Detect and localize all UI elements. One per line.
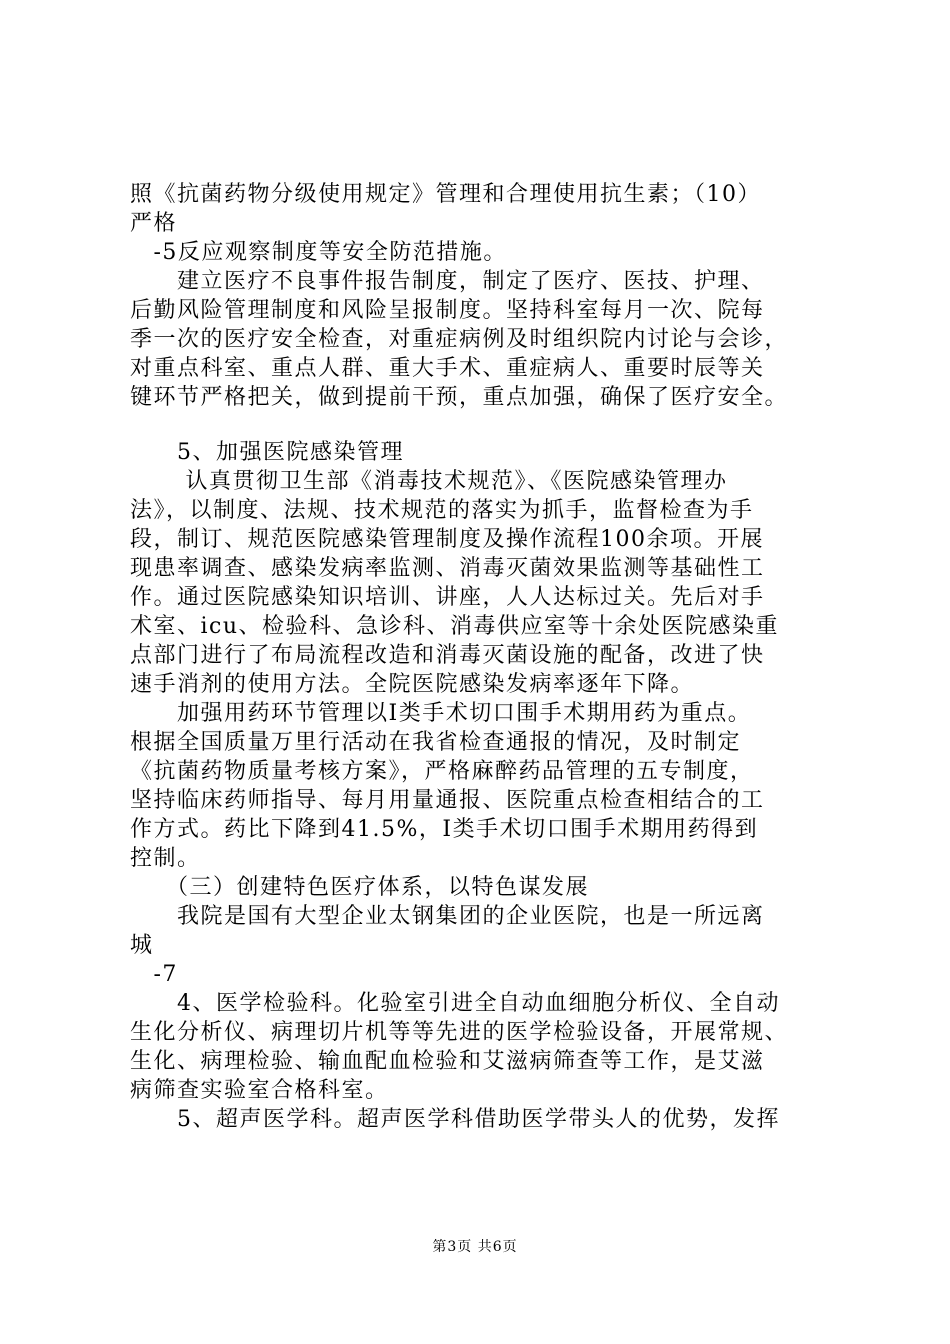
- text-line: 作方式。药比下降到41.5%，Ⅰ类手术切口围手术期用药得到: [130, 817, 759, 842]
- text-line: 建立医疗不良事件报告制度，制定了医疗、医技、护理、: [130, 269, 765, 294]
- text-line: 现患率调查、感染发病率监测、消毒灭菌效果监测等基础性工: [130, 556, 765, 581]
- text-line: 后勤风险管理制度和风险呈报制度。坚持科室每月一次、院每: [130, 298, 765, 323]
- text-line: 4、医学检验科。化验室引进全自动血细胞分析仪、全自动: [130, 991, 780, 1016]
- text-line: 严格: [130, 211, 178, 236]
- text-line: 认真贯彻卫生部《消毒技术规范》、《医院感染管理办: [130, 469, 728, 494]
- text-line: 生化、病理检验、输血配血检验和艾滋病筛查等工作，是艾滋: [130, 1049, 765, 1074]
- body-text: [130, 180, 830, 1134]
- text-line: 法》，以制度、法规、技术规范的落实为抓手，监督检查为手: [130, 498, 754, 523]
- text-line: 点部门进行了布局流程改造和消毒灭菌设施的配备，改进了快: [130, 643, 765, 668]
- text-line: 加强用药环节管理以Ⅰ类手术切口围手术期用药为重点。: [130, 701, 752, 726]
- text-line: 速手消剂的使用方法。全院医院感染发病率逐年下降。: [130, 672, 695, 697]
- text-line: 段，制订、规范医院感染管理制度及操作流程100余项。开展: [130, 527, 764, 552]
- text-line: 控制。: [130, 846, 201, 871]
- text-line: 5、超声医学科。超声医学科借助医学带头人的优势，发挥: [130, 1107, 780, 1132]
- text-line: 季一次的医疗安全检查，对重症病例及时组织院内讨论与会诊，: [130, 327, 789, 352]
- text-line: 键环节严格把关，做到提前干预，重点加强，确保了医疗安全。: [130, 385, 789, 410]
- section-heading: （三）创建特色医疗体系，以特色谋发展: [130, 875, 590, 900]
- text-line: 病筛查实验室合格科室。: [130, 1078, 389, 1103]
- text-line: 城: [130, 933, 154, 958]
- text-line: -7: [130, 962, 178, 987]
- text-line: 根据全国质量万里行活动在我省检查通报的情况，及时制定: [130, 730, 742, 755]
- text-line: 我院是国有大型企业太钢集团的企业医院，也是一所远离: [130, 904, 765, 929]
- text-line: 生化分析仪、病理切片机等等先进的医学检验设备，开展常规、: [130, 1020, 789, 1045]
- page-footer: 第3页 共6页: [432, 1239, 518, 1255]
- text-line: 《抗菌药物质量考核方案》，严格麻醉药品管理的五专制度，: [130, 759, 754, 784]
- section-heading: 5、加强医院感染管理: [130, 440, 404, 465]
- text-line: 对重点科室、重点人群、重大手术、重症病人、重要时辰等关: [130, 356, 765, 381]
- paragraph-gap: [130, 412, 830, 438]
- text-line: 坚持临床药师指导、每月用量通报、医院重点检查相结合的工: [130, 788, 765, 813]
- text-line: 作。通过医院感染知识培训、讲座，人人达标过关。先后对手: [130, 585, 765, 610]
- text-line: 照《抗菌药物分级使用规定》管理和合理使用抗生素；（10）: [130, 182, 761, 207]
- text-line: -5反应观察制度等安全防范措施。: [130, 240, 507, 265]
- text-line: 术室、icu、检验科、急诊科、消毒供应室等十余处医院感染重: [130, 614, 780, 639]
